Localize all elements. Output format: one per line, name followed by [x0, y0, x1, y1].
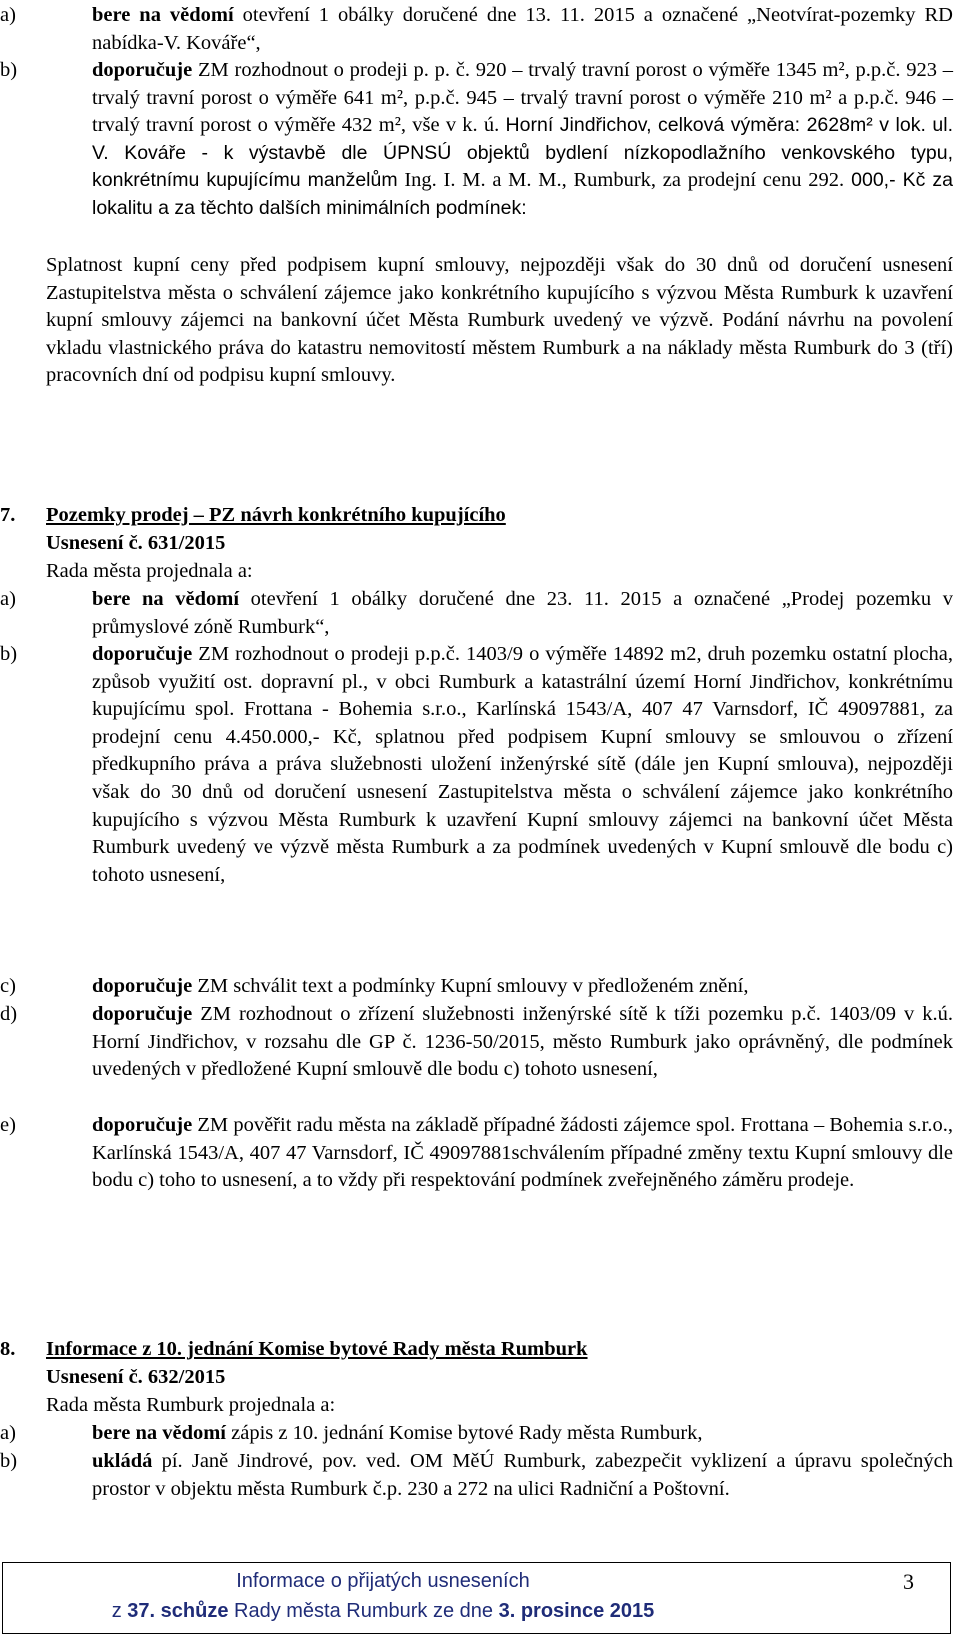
page-number: 3 — [903, 1569, 914, 1594]
s6-item-b-label: b) — [0, 59, 18, 81]
s8-item-a-text: zápis z 10. jednání Komise bytové Rady města Rumburk, — [226, 1422, 703, 1444]
s7-item-d-body — [92, 1001, 953, 1084]
s7-resolution: Usnesení č. 631/2015 — [46, 532, 226, 554]
footer-meeting-number: 37. schůze — [127, 1600, 229, 1622]
s7-item-d-text: ZM rozhodnout o zřízení služebnosti inženýrské sítě k tíži pozemku p.č. 1403/09 v k.ú. Horní Jindřichov, v rozsahu dle GP č. 1236-50/2015, město Rumburk jako oprávněný, dle podmínek uvedených v předložené Kupní smlouvě dle bodu c) tohoto usnesení, — [92, 1003, 953, 1081]
s7-item-c-label: c) — [0, 975, 16, 997]
s6-item-b-body — [92, 57, 953, 223]
s7-item-e-label: e) — [0, 1114, 16, 1136]
s8-resolution: Usnesení č. 632/2015 — [46, 1366, 226, 1388]
s7-item-a-keyword: bere na vědomí — [92, 588, 240, 610]
s7-number: 7. — [0, 504, 16, 526]
s7-item-c-text: ZM schválit text a podmínky Kupní smlouvy v předloženém znění, — [192, 975, 749, 997]
s8-item-b-keyword: ukládá — [92, 1450, 153, 1472]
s7-item-e-keyword: doporučuje — [92, 1114, 193, 1136]
s7-item-a-label: a) — [0, 588, 16, 610]
s7-item-c-keyword: doporučuje — [92, 975, 193, 997]
page-footer — [2, 1562, 951, 1634]
s7-title: Pozemky prodej – PZ návrh konkrétního kupujícího — [46, 504, 506, 526]
s6-item-a-body — [92, 2, 953, 57]
footer-meeting-date: 3. prosince 2015 — [498, 1600, 655, 1622]
footer-subtitle-pre: z — [111, 1600, 128, 1622]
s6-item-a-text: otevření 1 obálky doručené dne 13. 11. 2015 a označené „Neotvírat-pozemky RD nabídka-V. Kováře“, — [92, 4, 953, 54]
s6-item-b-text2: Ing. I. M. a M. M., Rumburk, za prodejní cenu 292. — [397, 169, 845, 192]
s6-conditions: Splatnost kupní ceny před podpisem kupní smlouvy, nejpozději však do 30 dnů od doručení usnesení Zastupitelstva města o schválení zájemce jako konkrétního kupujícího s výzvou Města Rumburk k uzavření kupní smlouvy zájemci na bankovní účet Města Rumburk uvedený ve výzvě. Podání návrhu na povolení vkladu vlastnického práva do katastru nemovitostí městem Rumburk a na náklady města Rumburk do 3 (tří) pracovních dní od podpisu kupní smlouvy. — [46, 254, 953, 387]
s8-number: 8. — [0, 1338, 16, 1360]
s8-intro: Rada města Rumburk projednala a: — [46, 1394, 336, 1416]
s7-item-e-body — [92, 1112, 953, 1195]
s7-intro: Rada města projednala a: — [46, 560, 253, 582]
s7-item-c-body — [92, 973, 953, 1001]
s8-item-a-label: a) — [0, 1422, 16, 1444]
s6-item-a-keyword: bere na vědomí — [92, 4, 234, 26]
s7-item-d-label: d) — [0, 1003, 18, 1025]
s7-item-a-body — [92, 586, 953, 641]
s7-item-d-keyword: doporučuje — [92, 1003, 193, 1025]
s7-item-b-text: ZM rozhodnout o prodeji p.p.č. 1403/9 o výměře 14892 m2, druh pozemku ostatní plocha, způsob využití ost. dopravní pl., v obci Rumburk a katastrální území Horní Jindřichov, konkrétnímu kupujícímu spol. Frottana - Bohemia s.r.o., Karlínská 1543/A, 407 47 Varnsdorf, IČ 49097881, za prodejní cenu 4.450.000,- Kč, splatnou před podpisem Kupní smlouvy se smlouvou o zřízení předkupního práva a práva služebnosti uložení inženýrské sítě (dále jen Kupní smlouva), nejpozději však do 30 dnů od doručení usnesení Zastupitelstva města o schválení zájemce jako konkrétního kupujícího s výzvou Města Rumburk k uzavření Kupní smlouvy zájemci na bankovní účet Města Rumburk uvedený ve výzvě města Rumburk a za podmínek uvedených v Kupní smlouvě dle bodu c) tohoto usnesení, — [92, 643, 953, 886]
s7-item-b-label: b) — [0, 643, 18, 665]
s6-item-a-label: a) — [0, 4, 16, 26]
s8-item-a-body — [92, 1420, 953, 1448]
s7-item-a-text: otevření 1 obálky doručené dne 23. 11. 2015 a označené „Prodej pozemku v průmyslové zóně Rumburk“, — [92, 588, 953, 638]
footer-subtitle-mid: Rady města Rumburk ze dne — [228, 1600, 499, 1622]
s8-item-b-body — [92, 1448, 953, 1503]
s6-item-b-keyword: doporučuje — [92, 59, 193, 81]
s7-item-b-body — [92, 641, 953, 889]
s6-item-b-text1: ZM rozhodnout o prodeji p. p. č. 920 – trvalý travní porost o výměře 1345 m², p.p.č. 923 – trvalý travní porost o výměře 641 m², p.p.č. 945 – trvalý travní porost o výměře 210 m² a p.p.č. 946 – trvalý travní porost o výměře 432 m², vše v k. ú. — [92, 59, 953, 137]
footer-subtitle — [3, 1600, 763, 1623]
s8-item-a-keyword: bere na vědomí — [92, 1422, 227, 1444]
footer-title: Informace o přijatých usneseních — [236, 1570, 530, 1592]
s8-item-b-label: b) — [0, 1450, 18, 1472]
s8-title: Informace z 10. jednání Komise bytové Rady města Rumburk — [46, 1338, 588, 1360]
s7-item-b-keyword: doporučuje — [92, 643, 193, 665]
s6-item-b-text-sans: Horní Jindřichov, celková výměra: 2628m² v lok. ul. V. Kováře - k výstavbě dle ÚPNSÚ objektů bydlení nízkopodlažního venkovského typu, konkrétnímu kupujícímu manželům — [92, 114, 953, 192]
s7-item-e-text: ZM pověřit radu města na základě případné žádosti zájemce spol. Frottana – Bohemia s.r.o., Karlínská 1543/A, 407 47 Varnsdorf, IČ 49097881schválením případné změny textu Kupní smlouvy dle bodu c) toho to usnesení, a to vždy při respektování podmínek zveřejněného záměru prodeje. — [92, 1114, 953, 1192]
s8-item-b-text: pí. Janě Jindrové, pov. ved. OM MěÚ Rumburk, zabezpečit vyklizení a úpravu společných prostor v objektu města Rumburk č.p. 230 a 272 na ulici Radniční a Poštovní. — [92, 1450, 953, 1500]
s6-item-b-text-sans2: 000,- Kč za lokalitu a za těchto dalších minimálních podmínek: — [92, 169, 954, 219]
